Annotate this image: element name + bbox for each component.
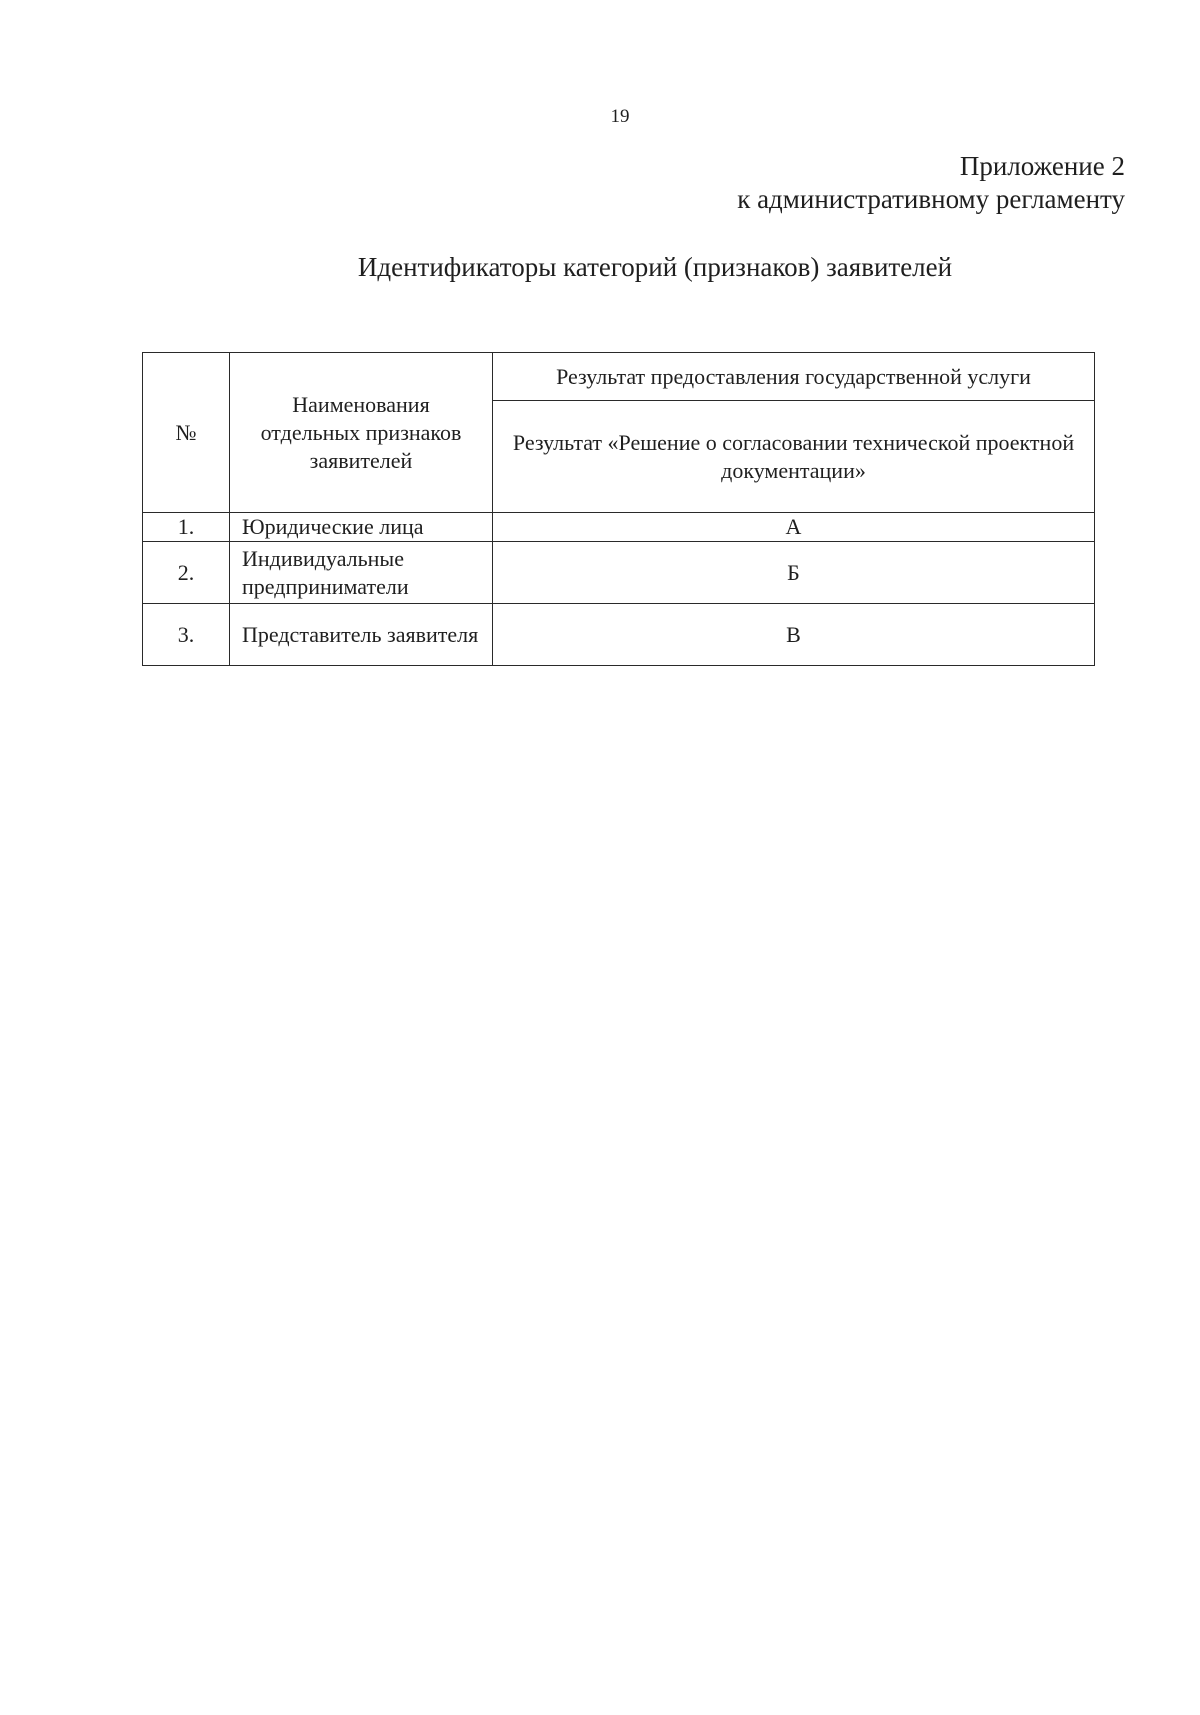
row-number: 3. bbox=[143, 604, 230, 666]
row-code: В bbox=[493, 604, 1095, 666]
row-name: Юридические лица bbox=[230, 513, 493, 542]
table-header-row bbox=[143, 353, 1095, 401]
appendix-line-1: Приложение 2 bbox=[959, 151, 1125, 181]
table-row bbox=[143, 604, 1095, 666]
row-number: 1. bbox=[143, 513, 230, 542]
header-name: Наименования отдельных признаков заявителей bbox=[230, 353, 493, 513]
row-name: Представитель заявителя bbox=[230, 604, 493, 666]
appendix-label bbox=[737, 150, 1125, 216]
header-result: Результат «Решение о согласовании технической проектной документации» bbox=[493, 401, 1095, 513]
table-row bbox=[143, 513, 1095, 542]
row-name: Индивидуальные предприниматели bbox=[230, 542, 493, 604]
row-code: Б bbox=[493, 542, 1095, 604]
row-code: А bbox=[493, 513, 1095, 542]
table-row bbox=[143, 542, 1095, 604]
page-number: 19 bbox=[610, 106, 630, 127]
header-result-group: Результат предоставления государственной услуги bbox=[493, 353, 1095, 401]
applicant-categories-table bbox=[142, 352, 1095, 666]
row-number: 2. bbox=[143, 542, 230, 604]
document-title: Идентификаторы категорий (признаков) заявителей bbox=[357, 252, 953, 282]
appendix-line-2: к административному регламенту bbox=[737, 184, 1125, 214]
header-number: № bbox=[143, 353, 230, 513]
